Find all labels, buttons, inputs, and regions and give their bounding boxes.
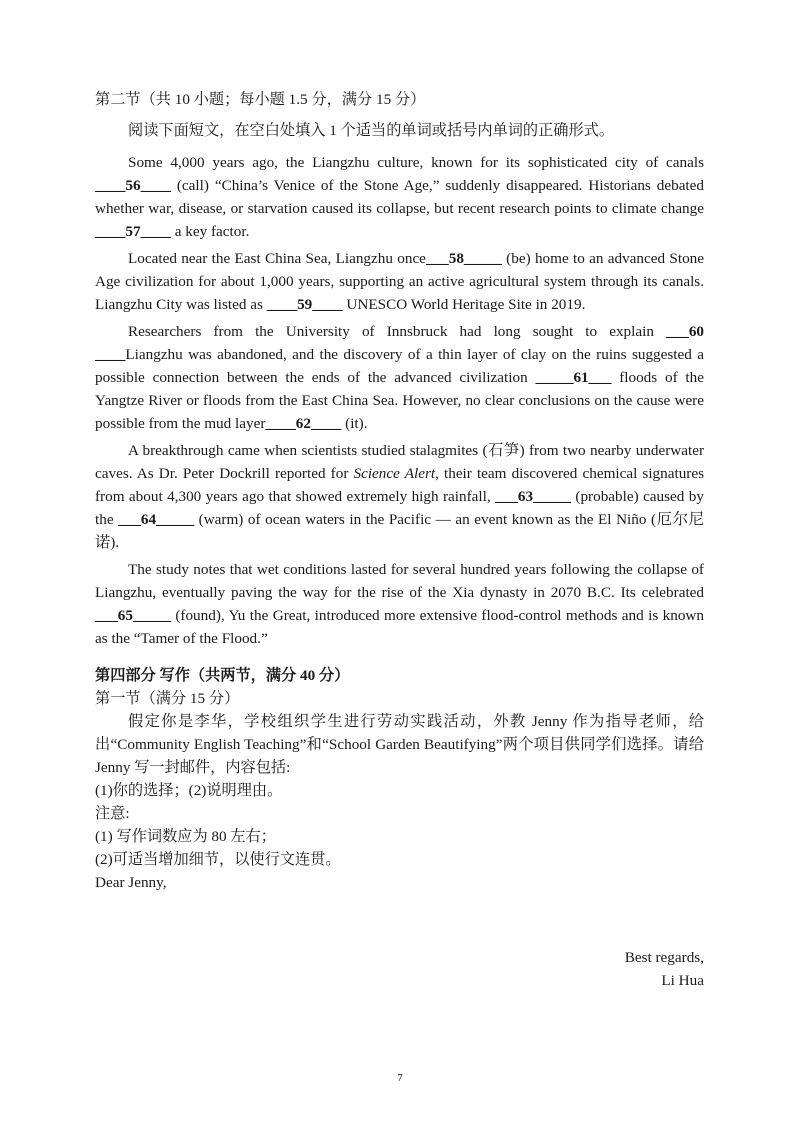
blank-64[interactable]: ___64_____ [118, 511, 195, 528]
writing-prompt: 假定你是李华，学校组织学生进行劳动实践活动，外教 Jenny 作为指导老师，给出“Community English Teaching”和“School Garden Beautifying”两个项目供同学们选择。请给 Jenny 写一封邮件，内容包括: [95, 713, 704, 776]
section-instruction: 阅读下面短文，在空白处填入 1 个适当的单词或括号内单词的正确形式。 [128, 122, 614, 139]
text-segment: Researchers from the University of Innsbruck had long sought to explain [128, 323, 667, 340]
text-segment: , their team discovered chemical signatures from about 4,300 years ago that showed extremely high rainfall, [95, 465, 704, 505]
blank-56[interactable]: ____56____ [95, 177, 171, 194]
blank-57[interactable]: ____57____ [95, 223, 171, 240]
text-segment: (call) “China’s Venice of the Stone Age,” suddenly disappeared. Historians debated whether war, disease, or starvation caused its collapse, but recent research points to climate change [95, 177, 704, 217]
passage-paragraph-2 [95, 247, 704, 316]
text-segment: (found), Yu the Great, introduced more extensive flood-control methods and is known as the “Tamer of the Flood.” [95, 607, 704, 647]
text-segment: The study notes that wet conditions lasted for several hundred years following the collapse of Liangzhu, eventually paving the way for the rise of the Xia dynasty in 2070 B.C. Its celebrated [95, 561, 704, 601]
section-heading: 第二节（共 10 小题；每小题 1.5 分，满分 15 分） [95, 91, 426, 108]
journal-name: Science Alert [353, 465, 436, 482]
letter-signature: Li Hua [661, 972, 704, 989]
letter-closing: Best regards, [624, 949, 704, 966]
text-segment: A breakthrough came when scientists studied stalagmites (石笋) from two nearby underwater caves. As Dr. Peter Dockrill reported for [95, 442, 704, 482]
text-segment: Some 4,000 years ago, the Liangzhu culture, known for its sophisticated city of canals [128, 154, 704, 171]
text-segment: Located near the East China Sea, Liangzhu once [128, 250, 426, 267]
blank-65[interactable]: ___65_____ [95, 607, 171, 624]
passage-paragraph-5 [95, 558, 704, 650]
text-segment: (it). [341, 415, 368, 432]
writing-points: (1)你的选择；(2)说明理由。 [95, 782, 283, 799]
blank-62[interactable]: ____62____ [265, 415, 342, 432]
text-segment: Liangzhu was abandoned, and the discovery of a thin layer of clay on the ruins suggested a possible connection between the ends of the advanced civilization [95, 346, 704, 386]
part4-subheading: 第一节（满分 15 分） [95, 690, 240, 707]
note-item-1: (1) 写作词数应为 80 左右； [95, 828, 276, 845]
blank-61[interactable]: _____61___ [535, 369, 612, 386]
text-segment: a key factor. [170, 223, 250, 240]
note-label: 注意: [95, 805, 130, 822]
text-segment: (warm) of ocean waters in the Pacific — an event known as the El Niño (厄尔尼诺). [95, 511, 704, 551]
blank-60[interactable]: ___60 ____ [95, 323, 704, 363]
passage-paragraph-4 [95, 439, 704, 554]
passage-paragraph-3 [95, 320, 704, 435]
text-segment: (be) home to an advanced Stone Age civilization for about 1,000 years, supporting an active agricultural system through its canals. Liangzhu City was listed as [95, 250, 704, 313]
text-segment: (probable) caused by the [95, 488, 704, 528]
blank-58[interactable]: ___58_____ [425, 250, 502, 267]
blank-63[interactable]: ___63_____ [495, 488, 571, 505]
blank-59[interactable]: ____59____ [266, 296, 343, 313]
letter-greeting: Dear Jenny, [95, 874, 167, 891]
passage-paragraph-1 [95, 151, 704, 243]
part4-heading: 第四部分 写作（共两节，满分 40 分） [95, 667, 350, 684]
text-segment: floods of the Yangtze River or floods from the East China Sea. However, no clear conclusions on the cause were possible from the mud layer [95, 369, 704, 432]
text-segment: UNESCO World Heritage Site in 2019. [342, 296, 586, 313]
note-item-2: (2)可适当增加细节，以使行文连贯。 [95, 851, 341, 868]
letter-signoff [95, 946, 704, 992]
page-number: 7 [397, 1072, 403, 1084]
